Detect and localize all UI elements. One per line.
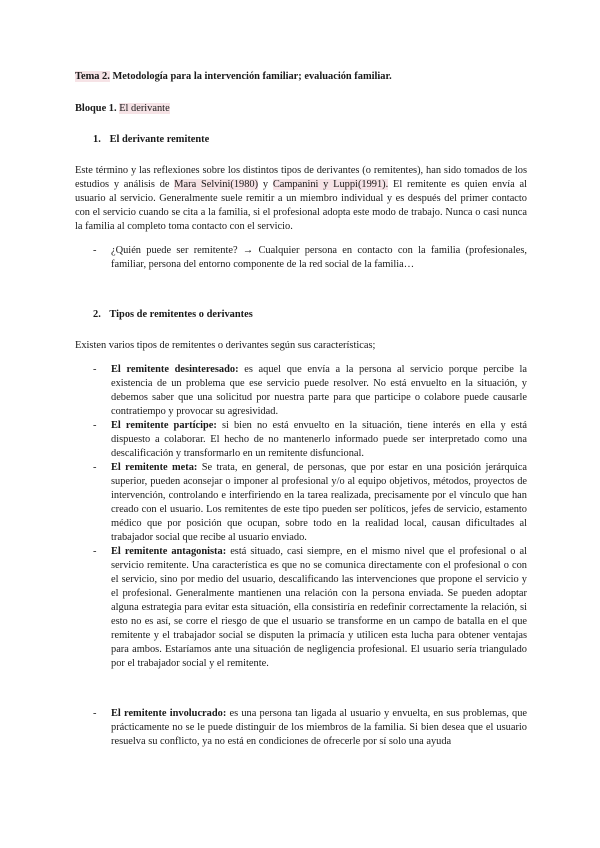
paragraph-text: Este término y las reflexiones sobre los distintos tipos de derivantes (o remitentes), han sido tomados de los estudios y análisis de — [75, 165, 527, 190]
section-1-title: El derivante remitente — [109, 134, 210, 145]
document-page — [75, 70, 527, 749]
remitente-types-list-continued — [75, 707, 527, 749]
list-item — [75, 363, 527, 419]
section-1-number: 1. — [93, 134, 101, 145]
paragraph-text: El remitente es quien envía al usuario al servicio. Generalmente suele remitir a un miembro individual y es después del primer contacto con el servicio cuando se cita a la familia, si el profesional adopta este modo de trabajo. Nunca o casi nunca la familia al completo toma contacto con el servicio. — [75, 179, 528, 232]
dash-marker: - — [93, 546, 97, 557]
title-text: Metodología para la intervención familiar; evaluación familiar. — [109, 71, 392, 82]
dash-marker: - — [93, 708, 97, 719]
document-title — [75, 70, 527, 84]
type-description: está situado, casi siempre, en el mismo nivel que el profesional o al servicio remitente. Una característica es que no se comunica directamente con el profesional o con el servicio, sino por medio del usuario, descalificando las intervenciones que propone el servicio y el profesional. Generalmente mantienen una relación con la persona enviada. Se pueden adoptar alguna estrategia para evitar esta situación, ella consistiría en redefinir correctamente la relación, si esto no es así, se corre el riesgo de que el usuario se transforme en un campo de batalla en el que remitente y el trabajador social se disputen la primacía y utilicen esta lucha para obtener ventajas para ambos. Estaríamos ante una situación de negligencia profesional. El usuario sería triangulado por el trabajador social y el remitente. — [111, 546, 527, 669]
dash-marker: - — [93, 245, 97, 256]
block-name: El derivante — [119, 103, 170, 114]
section-2-title: Tipos de remitentes o derivantes — [109, 309, 253, 320]
section-1-heading — [93, 133, 527, 147]
list-item — [75, 707, 527, 749]
section-1-paragraph — [75, 164, 527, 234]
list-item — [75, 244, 527, 272]
citation-campanini: Campanini y Luppi(1991). — [272, 179, 389, 190]
type-term: El remitente partícipe: — [111, 420, 217, 431]
type-description: es aquel que envía a la persona al servicio porque percibe la existencia de un problema que ese servicio puede resolver. No está envuelto en la situación, y debemos saber que una solicitud por nuestra parte para que participe o colabore puede causarle contratiempo y provocar su agresividad. — [111, 364, 527, 417]
section-2-number: 2. — [93, 309, 101, 320]
section-2-intro: Existen varios tipos de remitentes o derivantes según sus características; — [75, 340, 376, 351]
list-item — [75, 419, 527, 461]
title-prefix: Tema 2. — [75, 71, 110, 82]
type-term: El remitente meta: — [111, 462, 198, 473]
remitente-types-list — [75, 363, 527, 671]
type-description: si bien no está envuelto en la situación, tiene interés en ella y está dispuesto a colaborar. El hecho de no mantenerlo informado puede ser interpretado como una descalificación y transformarlo en un remitente disfuncional. — [111, 420, 527, 459]
type-description: Se trata, en general, de personas, que por estar en una posición jerárquica superior, pueden aconsejar o imponer al profesional y/o al equipo objetivos, métodos, proyectos de intervención, controlando e interfiriendo en la tarea realizada, precisamente por el vínculo que han creado con el usuario. Los remitentes de este tipo pueden ser políticos, jefes de servicio, estamento médico que por posición que ocupan, sobre todo en la realidad local, causan dificultades al trabajador social que recibe al usuario enviado. — [111, 462, 527, 543]
list-item — [75, 461, 527, 545]
dash-marker: - — [93, 420, 97, 431]
section-1-list — [75, 244, 527, 272]
citation-selvini: Mara Selvini(1980) — [174, 179, 259, 190]
type-description: es una persona tan ligada al usuario y envuelta, en sus problemas, que prácticamente no se le puede distinguir de los miembros de la familia. Si bien desea que el usuario resuelva su conflicto, ya no está en condiciones de ofrecerle por sí solo una ayuda — [111, 708, 527, 747]
dash-marker: - — [93, 462, 97, 473]
block-heading — [75, 102, 527, 116]
list-item — [75, 545, 527, 671]
dash-marker: - — [93, 364, 97, 375]
block-label: Bloque 1. — [75, 103, 117, 114]
list-item-text: ¿Quién puede ser remitente? → Cualquier persona en contacto con la familia (profesionales, familiar, persona del entorno componente de la red social de la familia… — [111, 245, 527, 270]
type-term: El remitente desinteresado: — [111, 364, 239, 375]
section-2-heading — [93, 308, 527, 322]
type-term: El remitente antagonista: — [111, 546, 227, 557]
paragraph-text: y — [258, 179, 273, 190]
type-term: El remitente involucrado: — [111, 708, 227, 719]
